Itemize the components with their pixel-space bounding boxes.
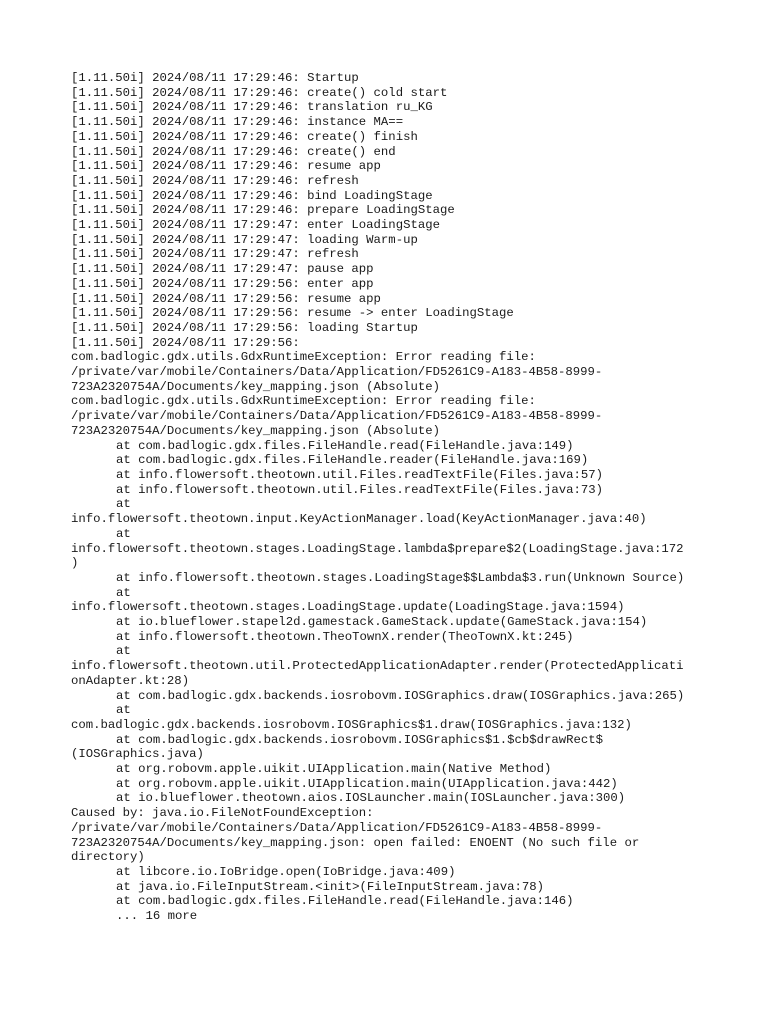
log-line: at info.flowersoft.theotown.TheoTownX.render(TheoTownX.kt:245) — [116, 629, 574, 644]
log-line: info.flowersoft.theotown.stages.LoadingStage.lambda$prepare$2(LoadingStage.java:172 — [71, 541, 684, 556]
log-line: at — [116, 497, 131, 512]
log-line: [1.11.50i] 2024/08/11 17:29:56: resume -> enter LoadingStage — [71, 306, 514, 321]
log-line: directory) — [71, 850, 145, 865]
log-line: 723A2320754A/Documents/key_mapping.json: open failed: ENOENT (No such file or — [71, 835, 640, 850]
log-line: [1.11.50i] 2024/08/11 17:29:46: instance MA== — [71, 115, 404, 130]
log-line: [1.11.50i] 2024/08/11 17:29:56: enter app — [71, 276, 374, 291]
log-line: /private/var/mobile/Containers/Data/Application/FD5261C9-A183-4B58-8999- — [71, 365, 603, 380]
log-line: com.badlogic.gdx.backends.iosrobovm.IOSGraphics$1.draw(IOSGraphics.java:132) — [71, 717, 632, 732]
log-line: [1.11.50i] 2024/08/11 17:29:46: create() end — [71, 144, 396, 159]
log-line: [1.11.50i] 2024/08/11 17:29:47: pause app — [71, 262, 374, 277]
log-line: [1.11.50i] 2024/08/11 17:29:46: refresh — [71, 173, 359, 188]
log-line: at — [116, 703, 131, 718]
log-line: at com.badlogic.gdx.files.FileHandle.read(FileHandle.java:146) — [116, 894, 574, 909]
log-line: [1.11.50i] 2024/08/11 17:29:46: Startup — [71, 71, 359, 85]
log-line: at libcore.io.IoBridge.open(IoBridge.java:409) — [116, 864, 456, 879]
log-line: at info.flowersoft.theotown.util.Files.readTextFile(Files.java:73) — [116, 482, 604, 497]
log-line: at — [116, 585, 131, 600]
log-line: [1.11.50i] 2024/08/11 17:29:47: loading Warm-up — [71, 232, 418, 247]
log-line: com.badlogic.gdx.utils.GdxRuntimeException: Error reading file: — [71, 350, 536, 365]
log-line: at org.robovm.apple.uikit.UIApplication.main(UIApplication.java:442) — [116, 776, 618, 791]
log-line: ) — [71, 556, 79, 571]
log-line: info.flowersoft.theotown.util.ProtectedApplicationAdapter.render(ProtectedApplicati — [71, 659, 684, 674]
log-line: at info.flowersoft.theotown.stages.LoadingStage$$Lambda$3.run(Unknown Source) — [116, 570, 685, 585]
log-line: [1.11.50i] 2024/08/11 17:29:46: translation ru_KG — [71, 100, 433, 115]
log-line: com.badlogic.gdx.utils.GdxRuntimeException: Error reading file: — [71, 394, 536, 409]
log-line: at — [116, 644, 131, 659]
log-line: at — [116, 526, 131, 541]
log-line: at com.badlogic.gdx.files.FileHandle.read(FileHandle.java:149) — [116, 438, 574, 453]
log-line: at com.badlogic.gdx.files.FileHandle.reader(FileHandle.java:169) — [116, 453, 589, 468]
log-line: at io.blueflower.stapel2d.gamestack.GameStack.update(GameStack.java:154) — [116, 615, 648, 630]
log-line: 723A2320754A/Documents/key_mapping.json (Absolute) — [71, 423, 440, 438]
log-line: info.flowersoft.theotown.input.KeyActionManager.load(KeyActionManager.java:40) — [71, 512, 647, 527]
log-line: [1.11.50i] 2024/08/11 17:29:46: bind LoadingStage — [71, 188, 433, 203]
log-line: [1.11.50i] 2024/08/11 17:29:56: loading Startup — [71, 320, 418, 335]
log-line: Caused by: java.io.FileNotFoundException: — [71, 806, 374, 821]
log-line: at info.flowersoft.theotown.util.Files.readTextFile(Files.java:57) — [116, 467, 604, 482]
log-line: /private/var/mobile/Containers/Data/Application/FD5261C9-A183-4B58-8999- — [71, 820, 603, 835]
log-line: at com.badlogic.gdx.backends.iosrobovm.IOSGraphics$1.$cb$drawRect$ — [116, 732, 604, 747]
log-line: 723A2320754A/Documents/key_mapping.json (Absolute) — [71, 379, 440, 394]
log-line: [1.11.50i] 2024/08/11 17:29:46: resume app — [71, 159, 381, 174]
log-line: [1.11.50i] 2024/08/11 17:29:46: create() cold start — [71, 85, 448, 100]
log-line: at org.robovm.apple.uikit.UIApplication.main(Native Method) — [116, 762, 552, 777]
log-line: at io.blueflower.theotown.aios.IOSLauncher.main(IOSLauncher.java:300) — [116, 791, 626, 806]
log-line: [1.11.50i] 2024/08/11 17:29:56: resume app — [71, 291, 381, 306]
log-line: ... 16 more — [116, 909, 198, 924]
log-line: at java.io.FileInputStream.<init>(FileInputStream.java:78) — [116, 879, 545, 894]
log-text-block — [71, 71, 701, 924]
log-line: /private/var/mobile/Containers/Data/Application/FD5261C9-A183-4B58-8999- — [71, 409, 603, 424]
log-line: info.flowersoft.theotown.stages.LoadingStage.update(LoadingStage.java:1594) — [71, 600, 625, 615]
log-line: [1.11.50i] 2024/08/11 17:29:46: prepare LoadingStage — [71, 203, 455, 218]
log-line: [1.11.50i] 2024/08/11 17:29:46: create() finish — [71, 129, 418, 144]
log-line: [1.11.50i] 2024/08/11 17:29:47: enter LoadingStage — [71, 218, 440, 233]
log-line: at com.badlogic.gdx.backends.iosrobovm.IOSGraphics.draw(IOSGraphics.java:265) — [116, 688, 685, 703]
log-line: (IOSGraphics.java) — [71, 747, 204, 762]
log-line: [1.11.50i] 2024/08/11 17:29:47: refresh — [71, 247, 359, 262]
log-line: onAdapter.kt:28) — [71, 673, 190, 688]
log-line: [1.11.50i] 2024/08/11 17:29:56: — [71, 335, 300, 350]
